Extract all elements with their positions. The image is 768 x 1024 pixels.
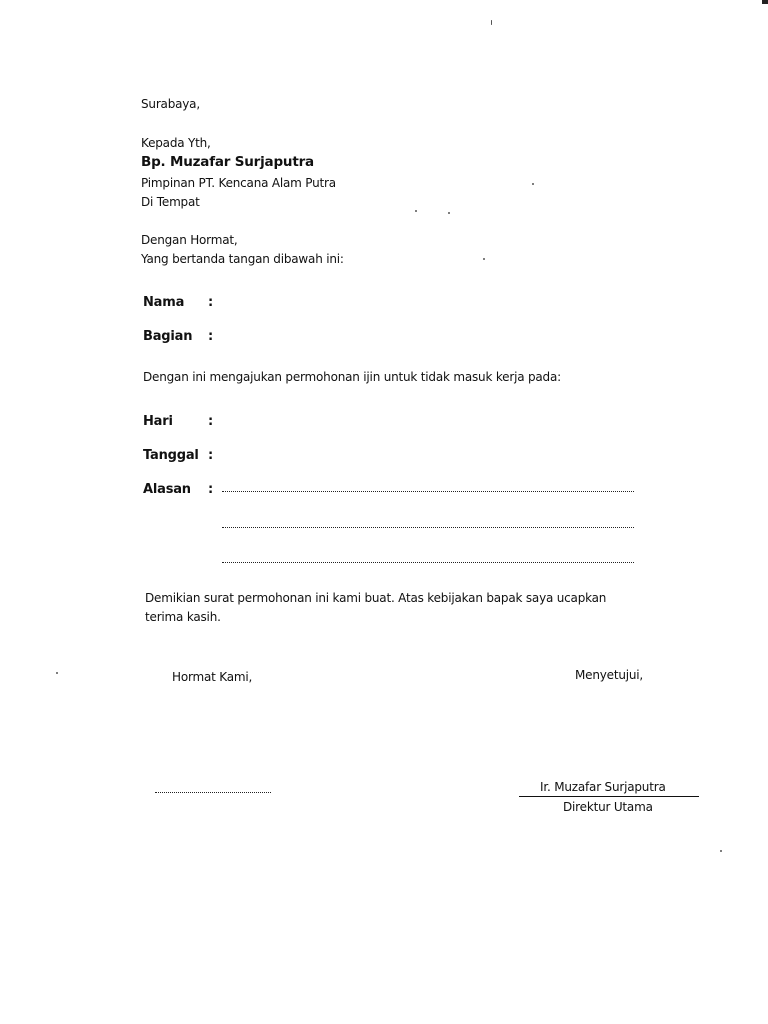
- signature-right-title: Menyetujui,: [575, 668, 644, 682]
- scan-speck: [448, 212, 450, 214]
- signature-left-title: Hormat Kami,: [172, 670, 253, 684]
- field-colon-alasan: :: [208, 482, 213, 497]
- scan-corner-mark: [762, 0, 768, 4]
- reason-line-1: [222, 491, 634, 492]
- field-colon-bagian: :: [208, 329, 213, 344]
- request-text: Dengan ini mengajukan permohonan ijin untuk tidak masuk kerja pada:: [143, 370, 561, 384]
- signature-right-name: Ir. Muzafar Surjaputra: [540, 780, 666, 794]
- scan-speck: [56, 672, 58, 674]
- greeting: Dengan Hormat,: [141, 233, 238, 247]
- scan-speck: [491, 20, 492, 25]
- closing-line-1: Demikian surat permohonan ini kami buat. Atas kebijakan bapak saya ucapkan: [145, 591, 607, 605]
- field-label-tanggal: Tanggal: [143, 448, 199, 463]
- field-colon-tanggal: :: [208, 448, 213, 463]
- scan-speck: [532, 183, 534, 185]
- reason-line-2: [222, 527, 634, 528]
- signature-left-line: [155, 792, 271, 793]
- field-colon-nama: :: [208, 295, 213, 310]
- signature-right-rule: [519, 796, 699, 797]
- scan-speck: [415, 210, 417, 212]
- field-label-bagian: Bagian: [143, 329, 193, 344]
- scan-speck: [483, 258, 485, 260]
- field-label-nama: Nama: [143, 295, 185, 310]
- field-label-hari: Hari: [143, 414, 173, 429]
- signature-right-position: Direktur Utama: [563, 800, 653, 814]
- recipient-location: Di Tempat: [141, 195, 200, 209]
- reason-line-3: [222, 562, 634, 563]
- recipient-position: Pimpinan PT. Kencana Alam Putra: [141, 176, 336, 190]
- recipient-salutation: Kepada Yth,: [141, 136, 211, 150]
- letter-place: Surabaya,: [141, 97, 200, 111]
- recipient-name: Bp. Muzafar Surjaputra: [141, 154, 314, 170]
- field-colon-hari: :: [208, 414, 213, 429]
- field-label-alasan: Alasan: [143, 482, 191, 497]
- closing-line-2: terima kasih.: [145, 610, 221, 624]
- scan-speck: [720, 850, 722, 852]
- intro-text: Yang bertanda tangan dibawah ini:: [141, 252, 344, 266]
